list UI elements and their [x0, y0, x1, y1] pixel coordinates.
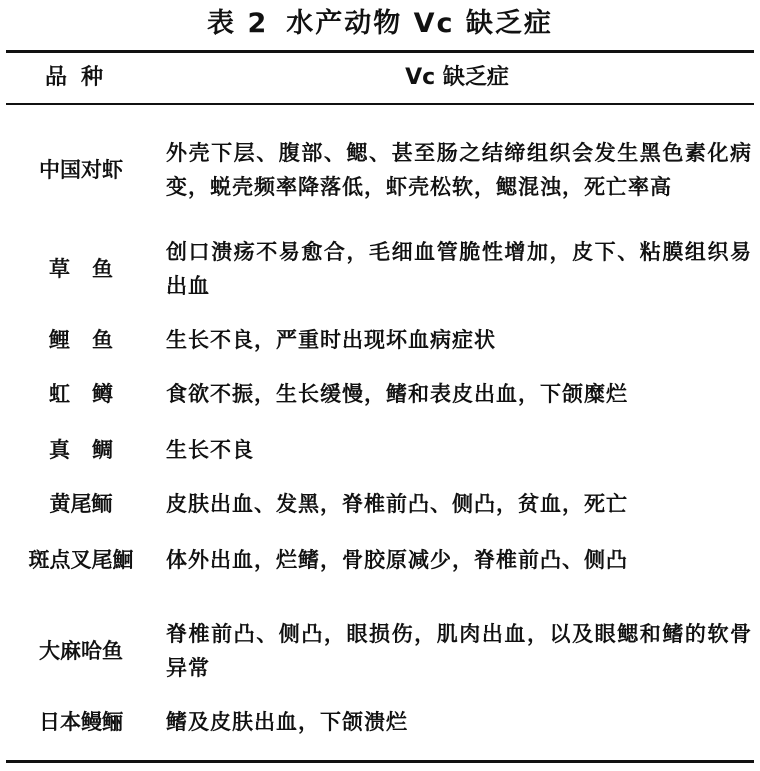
- table-row: [6, 116, 754, 224]
- table-number: 表 2: [207, 8, 269, 39]
- symptom-cell: 脊椎前凸、侧凸，眼损伤，肌肉出血，以及眼鳃和鳍的软骨异常: [166, 622, 752, 680]
- table-caption: [0, 4, 760, 44]
- table-row: [6, 486, 754, 522]
- table-top-rule: [6, 50, 754, 53]
- table-row: [6, 542, 754, 578]
- table-row: [6, 232, 754, 306]
- table-title: 水产动物 Vc 缺乏症: [286, 8, 553, 39]
- table-header-rule: [6, 103, 754, 105]
- symptom-cell: 鳍及皮肤出血，下颌溃烂: [166, 710, 408, 734]
- symptom-cell: 创口溃疡不易愈合，毛细血管脆性增加，皮下、粘膜组织易出血: [166, 240, 752, 298]
- symptom-cell: 生长不良: [166, 438, 254, 462]
- table-row: [6, 614, 754, 688]
- species-cell: 鲤鱼: [49, 328, 135, 352]
- symptom-cell: 生长不良，严重时出现坏血病症状: [166, 328, 496, 352]
- table-row: [6, 432, 754, 468]
- table-row: [6, 322, 754, 358]
- symptom-cell: 外壳下层、腹部、鳃、甚至肠之结缔组织会发生黑色素化病变，蜕壳频率降落低，虾壳松软，鳃混浊，死亡率高: [166, 141, 752, 199]
- species-cell: 虹鳟: [49, 382, 135, 406]
- column-header-species: 品种: [44, 65, 117, 90]
- symptom-cell: 体外出血，烂鳍，骨胶原减少，脊椎前凸、侧凸: [166, 548, 628, 572]
- table-row: [6, 376, 754, 412]
- species-cell: 斑点叉尾鮰: [28, 548, 134, 572]
- species-cell: 日本鳗鲡: [39, 710, 123, 734]
- species-cell: 真鲷: [49, 438, 135, 462]
- species-cell: 草鱼: [49, 257, 135, 281]
- species-cell: 黄尾鲕: [49, 492, 113, 516]
- species-cell: 中国对虾: [39, 158, 123, 182]
- table-row: [6, 704, 754, 740]
- column-header-symptom: Vc 缺乏症: [405, 65, 509, 90]
- symptom-cell: 皮肤出血、发黑，脊椎前凸、侧凸，贫血，死亡: [166, 492, 628, 516]
- table-bottom-rule: [6, 760, 754, 763]
- symptom-cell: 食欲不振，生长缓慢，鳍和表皮出血，下颌糜烂: [166, 382, 628, 406]
- species-cell: 大麻哈鱼: [39, 639, 123, 663]
